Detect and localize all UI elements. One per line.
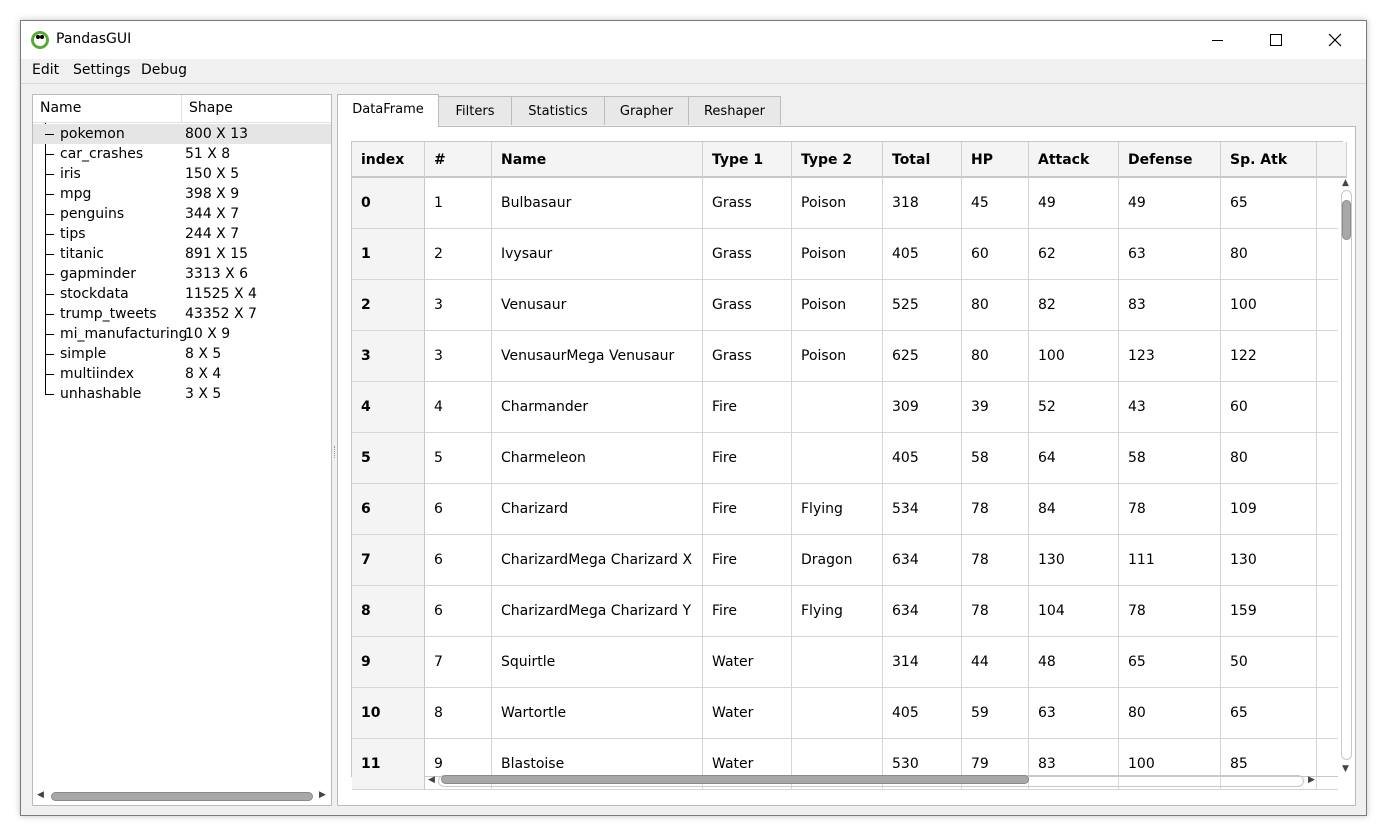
menu-settings[interactable]: Settings [73,62,131,78]
column-header[interactable]: Type 1 [703,142,792,178]
table-cell[interactable]: Water [703,739,792,790]
table-cell[interactable]: Fire [703,535,792,586]
column-header[interactable]: Total [883,142,962,178]
table-cell[interactable]: Dragon [792,535,883,586]
row-index-cell[interactable]: 0 [352,178,425,229]
table-cell[interactable]: 130 [1029,535,1119,586]
row-index-cell[interactable]: 7 [352,535,425,586]
tree-item-simple[interactable] [33,344,331,364]
tree-item-trump-tweets[interactable] [33,304,331,324]
tree-item-name: unhashable [60,386,142,402]
table-cell[interactable]: Water [703,688,792,739]
row-index-cell[interactable]: 2 [352,280,425,331]
table-cell[interactable]: 3 [425,331,492,382]
tree-branch-icon [40,244,54,264]
table-cell[interactable]: 1 [425,178,492,229]
column-header[interactable]: index [352,142,425,178]
tree-item-shape: 800 X 13 [185,126,249,142]
table-cell[interactable]: 39 [962,382,1029,433]
tab-filters[interactable]: Filters [438,96,512,125]
tree-item-shape: 3 X 5 [185,386,222,402]
table-cell[interactable]: 9 [425,739,492,790]
table-cell[interactable]: 534 [883,484,962,535]
tree-item-gapminder[interactable] [33,264,331,284]
tree-item-name: iris [60,166,81,182]
tree-item-name: tips [60,226,86,242]
table-cell[interactable]: 63 [1119,229,1221,280]
row-index-cell[interactable]: 5 [352,433,425,484]
table-cell[interactable] [792,688,883,739]
table-cell[interactable]: 45 [962,178,1029,229]
table-cell[interactable]: 59 [962,688,1029,739]
column-header[interactable]: Sp. Atk [1221,142,1317,178]
tree-item-shape: 891 X 15 [185,246,249,262]
tree-item-name: mpg [60,186,92,202]
tree-item-shape: 3313 X 6 [185,266,249,282]
tree-item-titanic[interactable] [33,244,331,264]
column-header[interactable]: Type 2 [792,142,883,178]
table-cell[interactable]: 84 [1029,484,1119,535]
table-cell[interactable]: 405 [883,688,962,739]
table-cell[interactable]: 58 [1119,433,1221,484]
table-cell[interactable]: 78 [1119,484,1221,535]
table-cell[interactable]: 7 [425,637,492,688]
tab-reshaper[interactable]: Reshaper [688,96,781,125]
table-cell[interactable]: 2 [425,229,492,280]
row-index-cell[interactable]: 4 [352,382,425,433]
tree-item-name: pokemon [60,126,125,142]
tree-item-stockdata[interactable] [33,284,331,304]
tree-branch-icon [40,124,54,144]
table-cell[interactable]: 80 [1221,433,1317,484]
tree-item-shape: 51 X 8 [185,146,231,162]
table-cell[interactable]: 78 [1119,586,1221,637]
table-cell[interactable]: 78 [962,484,1029,535]
minimize-icon [1212,40,1223,41]
table-cell[interactable]: 122 [1221,331,1317,382]
tree-item-pokemon[interactable] [33,124,331,144]
table-cell[interactable]: 405 [883,229,962,280]
table-cell[interactable]: 49 [1119,178,1221,229]
table-cell[interactable]: Charizard [492,484,703,535]
menu-debug[interactable]: Debug [141,62,188,78]
column-header[interactable]: HP [962,142,1029,178]
table-cell[interactable]: Fire [703,382,792,433]
table-cell[interactable]: 111 [1119,535,1221,586]
table-cell[interactable]: Charmander [492,382,703,433]
tree-item-name: simple [60,346,107,362]
window-title: PandasGUI [56,31,132,47]
tree-item-name: gapminder [60,266,137,282]
panda-app-icon [31,31,49,49]
table-cell[interactable]: 525 [883,280,962,331]
table-cell[interactable]: 49 [1029,178,1119,229]
table-cell[interactable]: 309 [883,382,962,433]
table-cell[interactable]: Flying [792,586,883,637]
row-index-cell[interactable]: 3 [352,331,425,382]
close-icon [1329,34,1341,46]
tree-branch-icon [40,184,54,204]
scroll-right-icon[interactable]: ▶ [319,790,326,800]
row-index-cell[interactable]: 8 [352,586,425,637]
tree-item-iris[interactable] [33,164,331,184]
tree-item-name: stockdata [60,286,129,302]
row-index-cell[interactable]: 1 [352,229,425,280]
table-cell[interactable]: Grass [703,280,792,331]
tree-branch-icon [40,344,54,364]
table-vscroll-thumb[interactable] [1342,200,1351,240]
row-index-cell[interactable]: 10 [352,688,425,739]
table-cell[interactable]: Water [703,637,792,688]
table-cell[interactable]: 6 [425,535,492,586]
table-cell[interactable]: Venusaur [492,280,703,331]
tree-horizontal-scrollbar[interactable] [33,787,331,805]
table-cell[interactable]: Grass [703,178,792,229]
scroll-down-icon[interactable]: ▼ [1342,764,1349,774]
dataframe-tree [32,94,332,806]
table-cell[interactable] [792,433,883,484]
tree-branch-icon [40,144,54,164]
table-cell[interactable]: 109 [1221,484,1317,535]
menu-bar [21,59,1366,84]
table-cell[interactable]: Flying [792,484,883,535]
table-cell[interactable]: 82 [1029,280,1119,331]
table-cell[interactable]: 530 [883,739,962,790]
table-cell[interactable]: 78 [962,535,1029,586]
tree-item-car-crashes[interactable] [33,144,331,164]
column-header-filler [1317,142,1347,178]
table-cell[interactable]: Poison [792,229,883,280]
table-cell[interactable]: 43 [1119,382,1221,433]
tree-branch-icon [40,384,54,404]
table-cell[interactable]: 405 [883,433,962,484]
table-cell[interactable]: 625 [883,331,962,382]
table-scroll-right-icon[interactable]: ▶ [1308,775,1315,785]
table-cell[interactable]: 58 [962,433,1029,484]
table-cell[interactable]: Charmeleon [492,433,703,484]
table-cell[interactable]: 65 [1221,688,1317,739]
tree-header-shape[interactable]: Shape [189,100,233,116]
table-cell[interactable]: 63 [1029,688,1119,739]
table-cell[interactable]: Squirtle [492,637,703,688]
column-header[interactable]: Attack [1029,142,1119,178]
row-index-cell[interactable]: 6 [352,484,425,535]
tree-branch-icon [40,324,54,344]
dataframe-table [351,141,1349,777]
tree-item-shape: 11525 X 4 [185,286,257,302]
menu-edit[interactable]: Edit [32,62,60,78]
table-cell[interactable]: 100 [1221,280,1317,331]
row-index-cell[interactable]: 9 [352,637,425,688]
table-cell[interactable]: 64 [1029,433,1119,484]
tree-item-unhashable[interactable] [33,384,331,404]
table-cell[interactable]: 78 [962,586,1029,637]
table-cell[interactable]: Blastoise [492,739,703,790]
table-cell[interactable]: 104 [1029,586,1119,637]
column-header[interactable]: Defense [1119,142,1221,178]
tree-header [33,95,331,123]
tree-item-name: titanic [60,246,104,262]
tree-item-penguins[interactable] [33,204,331,224]
table-cell[interactable]: 83 [1029,739,1119,790]
table-cell[interactable]: 48 [1029,637,1119,688]
tree-item-shape: 8 X 5 [185,346,222,362]
table-cell[interactable]: 318 [883,178,962,229]
table-cell[interactable]: 65 [1119,637,1221,688]
scroll-up-icon[interactable]: ▲ [1342,178,1349,188]
tree-item-shape: 344 X 7 [185,206,240,222]
maximize-button[interactable] [1247,21,1305,59]
table-cell[interactable]: 159 [1221,586,1317,637]
table-vertical-scrollbar[interactable] [1338,178,1355,790]
table-cell[interactable]: 80 [1119,688,1221,739]
table-cell[interactable]: Fire [703,586,792,637]
table-cell[interactable]: Poison [792,178,883,229]
table-cell[interactable]: 6 [425,586,492,637]
table-cell[interactable]: 314 [883,637,962,688]
table-cell[interactable]: 83 [1119,280,1221,331]
tree-item-shape: 8 X 4 [185,366,222,382]
column-header[interactable]: # [425,142,492,178]
table-cell[interactable]: 85 [1221,739,1317,790]
tree-item-name: mi_manufacturing [60,326,188,342]
table-cell[interactable]: 130 [1221,535,1317,586]
table-cell[interactable] [792,382,883,433]
table-cell[interactable]: 50 [1221,637,1317,688]
table-cell[interactable]: 8 [425,688,492,739]
table-cell[interactable]: 79 [962,739,1029,790]
tree-item-name: multiindex [60,366,135,382]
table-cell[interactable]: Grass [703,229,792,280]
table-horizontal-scrollbar[interactable] [428,772,1318,790]
table-cell[interactable]: 60 [962,229,1029,280]
table-cell[interactable]: 3 [425,280,492,331]
close-button[interactable] [1306,21,1364,59]
table-cell[interactable]: VenusaurMega Venusaur [492,331,703,382]
tree-item-name: trump_tweets [60,306,157,322]
table-cell[interactable]: 65 [1221,178,1317,229]
table-cell[interactable]: 62 [1029,229,1119,280]
table-cell[interactable]: 634 [883,586,962,637]
table-cell[interactable]: Fire [703,433,792,484]
minimize-button[interactable] [1188,21,1246,59]
tree-item-shape: 43352 X 7 [185,306,257,322]
row-index-cell[interactable]: 11 [352,739,425,790]
tree-item-tips[interactable] [33,224,331,244]
tree-branch-icon [40,264,54,284]
table-cell[interactable]: CharizardMega Charizard X [492,535,703,586]
table-cell[interactable]: 80 [1221,229,1317,280]
table-cell[interactable] [792,637,883,688]
tree-item-multiindex[interactable] [33,364,331,384]
tree-header-name[interactable]: Name [33,95,182,122]
table-cell[interactable]: Poison [792,280,883,331]
tree-branch-icon [40,204,54,224]
tree-item-mi-manufacturing[interactable] [33,324,331,344]
tree-item-shape: 10 X 9 [185,326,231,342]
table-cell[interactable]: Wartortle [492,688,703,739]
title-bar[interactable] [21,21,1366,59]
tree-branch-icon [40,304,54,324]
table-cell[interactable]: 5 [425,433,492,484]
dataframe-pane [337,126,1356,806]
tree-branch-icon [40,284,54,304]
tree-item-name: penguins [60,206,125,222]
tab-statistics[interactable]: Statistics [511,96,605,125]
table-cell[interactable]: 100 [1119,739,1221,790]
table-cell[interactable]: 123 [1119,331,1221,382]
tree-item-shape: 244 X 7 [185,226,240,242]
main-window [20,20,1367,816]
tree-item-name: car_crashes [60,146,144,162]
table-scroll-left-icon[interactable]: ◀ [428,775,435,785]
maximize-icon [1270,34,1282,46]
tree-branch-icon [40,364,54,384]
tree-branch-icon [40,164,54,184]
table-cell[interactable]: 100 [1029,331,1119,382]
tree-item-shape: 150 X 5 [185,166,240,182]
table-hscroll-thumb[interactable] [441,775,1029,784]
table-cell[interactable]: 80 [962,280,1029,331]
table-cell[interactable]: Poison [792,331,883,382]
table-cell[interactable]: 80 [962,331,1029,382]
table-cell[interactable]: 52 [1029,382,1119,433]
table-cell[interactable]: Grass [703,331,792,382]
table-cell[interactable]: Bulbasaur [492,178,703,229]
tab-dataframe[interactable]: DataFrame [337,94,439,127]
table-cell[interactable]: 6 [425,484,492,535]
tree-item-mpg[interactable] [33,184,331,204]
table-cell[interactable]: 4 [425,382,492,433]
column-header[interactable]: Name [492,142,703,178]
tree-branch-icon [40,224,54,244]
table-cell[interactable]: Ivysaur [492,229,703,280]
tree-scroll-thumb[interactable] [51,792,313,801]
table-cell[interactable]: 60 [1221,382,1317,433]
scroll-left-icon[interactable]: ◀ [37,790,44,800]
table-cell[interactable]: CharizardMega Charizard Y [492,586,703,637]
tab-grapher[interactable]: Grapher [604,96,689,125]
table-cell[interactable]: 44 [962,637,1029,688]
table-cell[interactable]: 634 [883,535,962,586]
table-cell[interactable]: Fire [703,484,792,535]
tree-item-shape: 398 X 9 [185,186,240,202]
